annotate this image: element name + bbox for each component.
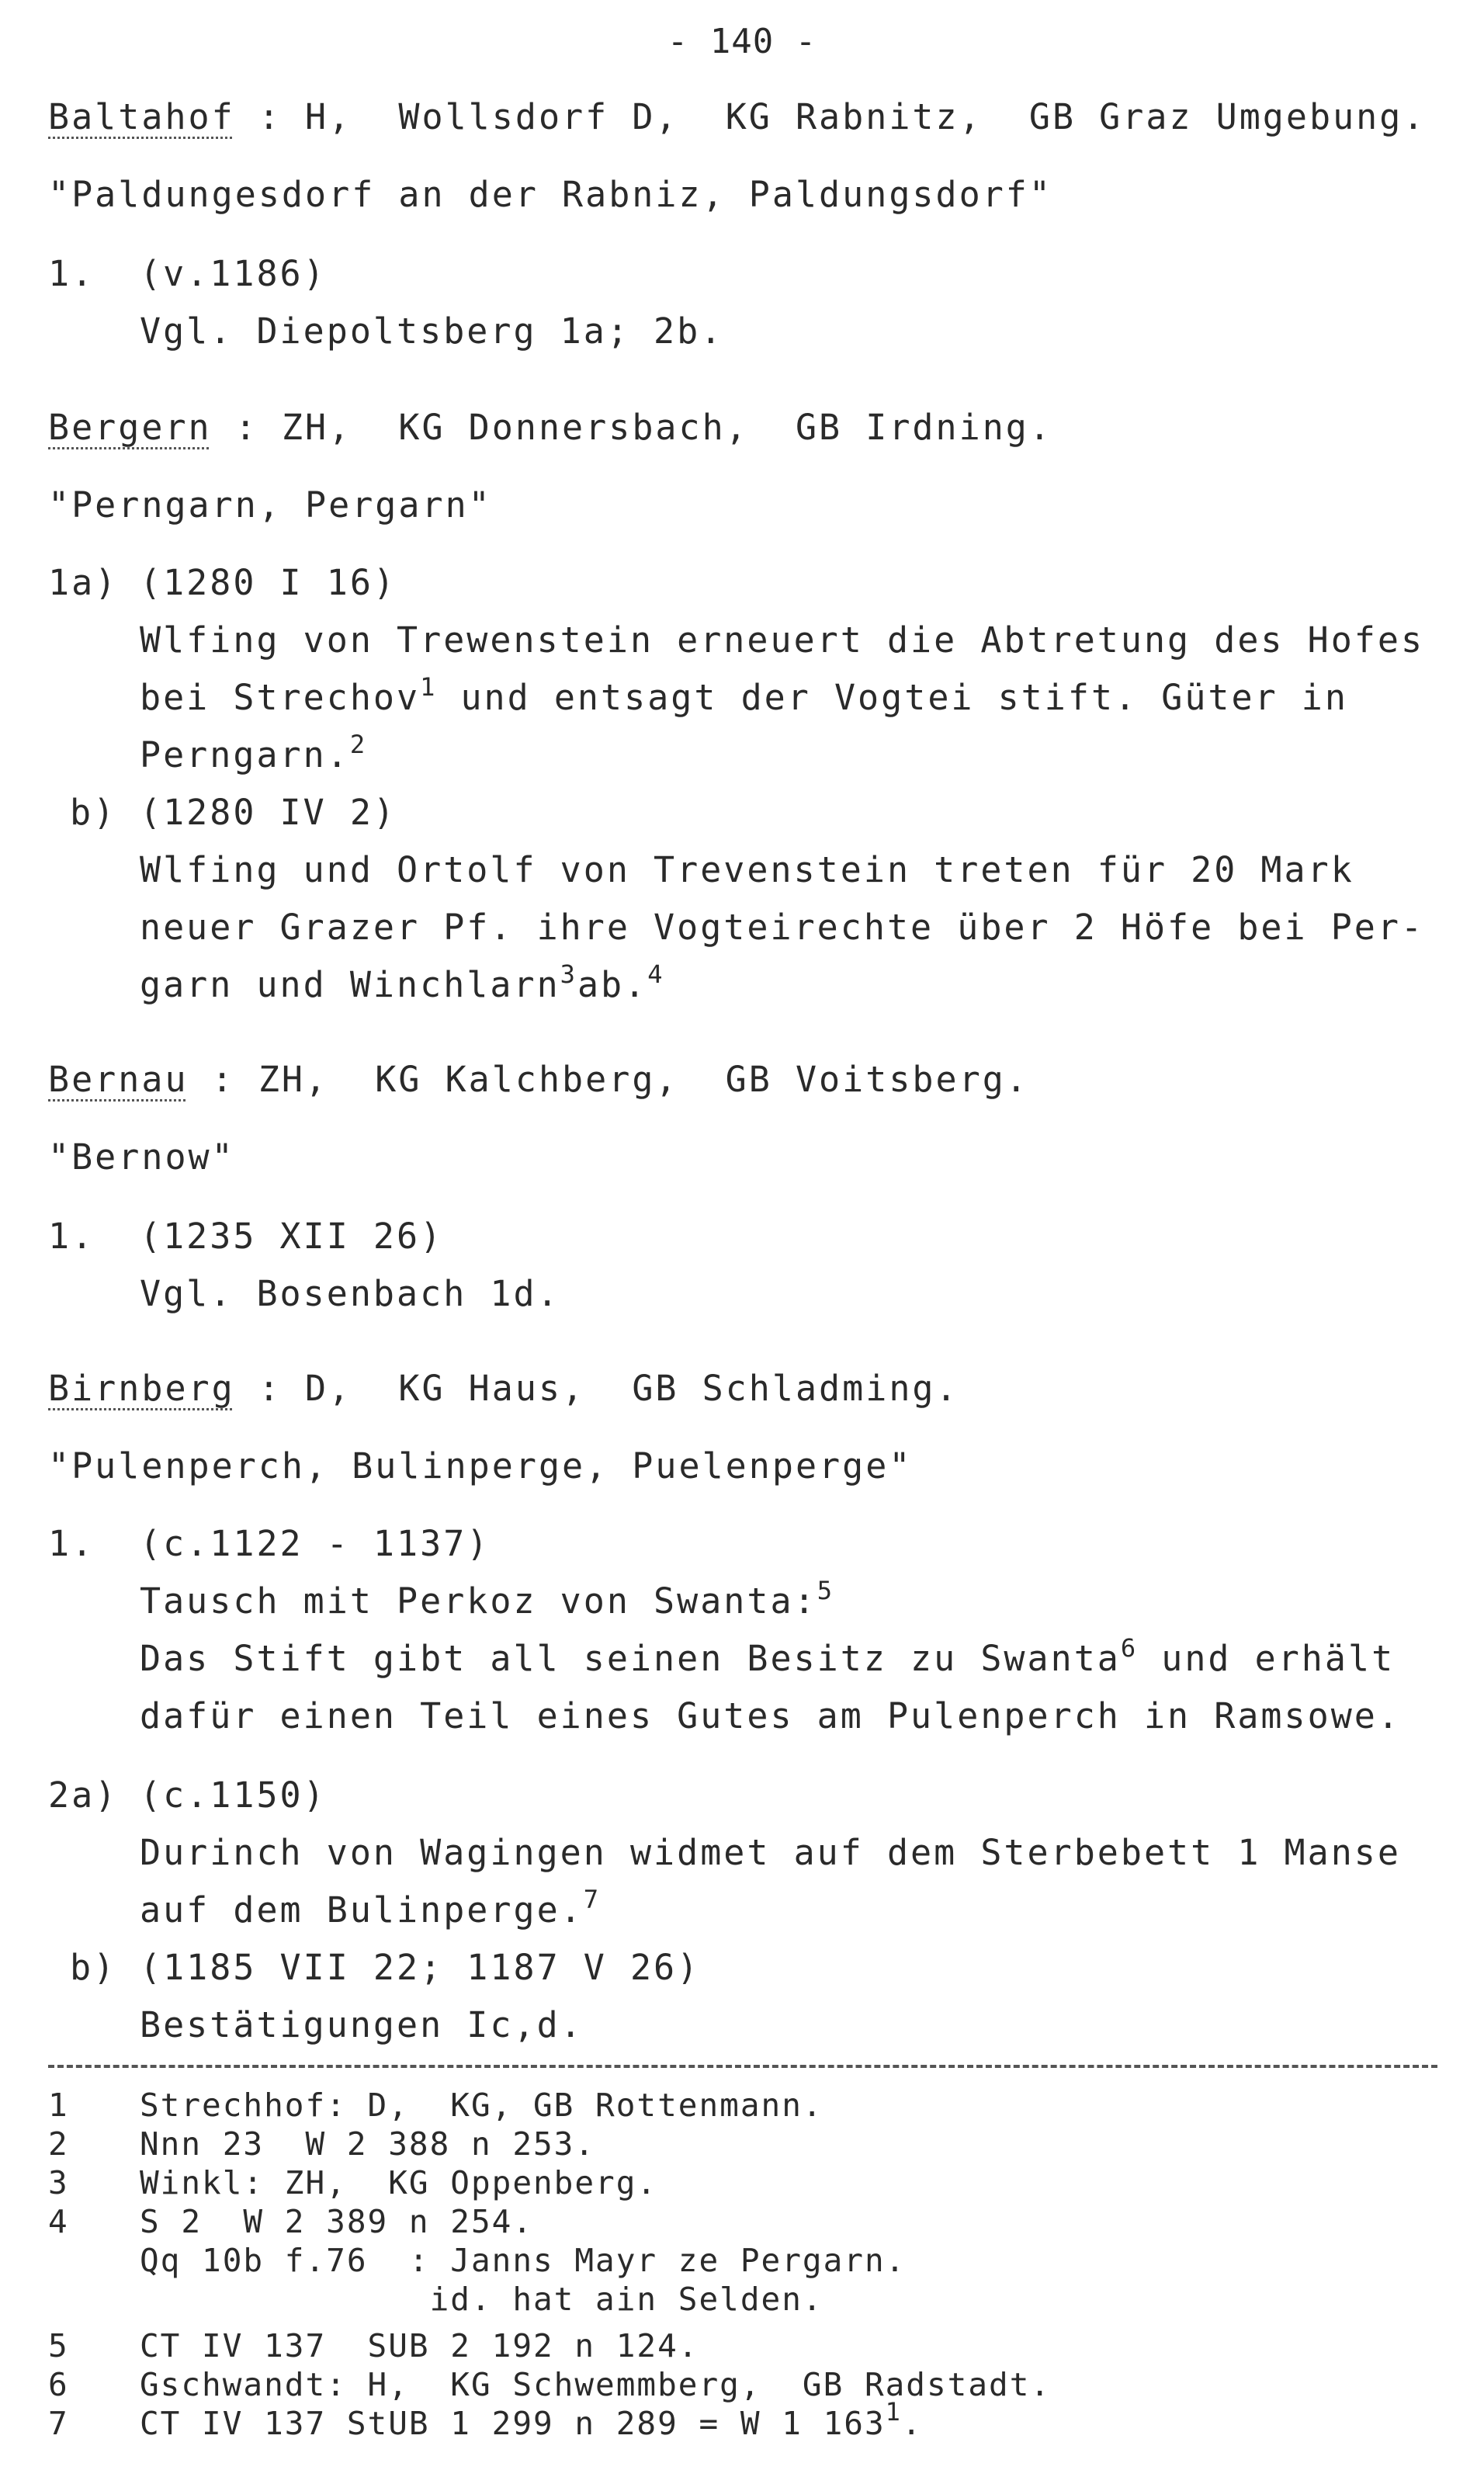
item-text: Tausch mit Perkoz von Swanta:$^5$	[140, 1576, 834, 1622]
footnote-ref: 6	[1120, 1633, 1139, 1663]
item-text: Wlfing von Trewenstein erneuert die Abtretung des Hofes	[140, 619, 1425, 661]
entry-heading	[48, 1368, 959, 1409]
footnote-text: Winkl: ZH, KG Oppenberg.	[140, 2164, 658, 2201]
footnote-number: 6	[48, 2366, 68, 2403]
item-text: Perngarn.$^2$	[140, 730, 368, 775]
item-text: Bestätigungen Ic,d.	[140, 2004, 584, 2045]
entry-heading	[48, 96, 1427, 137]
item-date: (1280 IV 2)	[140, 792, 397, 833]
footnote-text: Nnn 23 W 2 388 n 253.	[140, 2125, 596, 2163]
footnote-number: 4	[48, 2203, 68, 2240]
entry-info: : ZH, KG Donnersbach, GB Irdning.	[211, 407, 1052, 448]
item-date: (1280 I 16)	[140, 562, 397, 603]
historic-names: "Paldungesdorf an der Rabniz, Paldungsdorf"	[48, 174, 1052, 215]
entry-info: : D, KG Haus, GB Schladming.	[234, 1368, 959, 1409]
footnote-text: CT IV 137 StUB 1 299 n 289 = W 1 $163^1$.	[140, 2397, 923, 2442]
item-date: (c.1122 - 1137)	[140, 1523, 491, 1564]
item-text: Vgl. Bosenbach 1d.	[140, 1273, 560, 1314]
item-text: Vgl. Diepoltsberg 1a; 2b.	[140, 310, 724, 352]
footnote-ref: 5	[817, 1576, 834, 1605]
item-label: 1.	[48, 1523, 95, 1564]
headword: Birnberg	[48, 1368, 235, 1409]
item-date: (1185 VII 22; 1187 V 26)	[140, 1947, 701, 1988]
item-date: (c.1150)	[140, 1775, 327, 1816]
item-text: garn und Winchlarn$^3$ab.$^4$	[140, 959, 665, 1005]
item-date: (1235 XII 26)	[140, 1216, 444, 1257]
item-label: 2a)	[48, 1775, 119, 1816]
item-label: b)	[70, 1947, 117, 1988]
item-text: Wlfing und Ortolf von Trevenstein treten für 20 Mark	[140, 849, 1354, 890]
footnote-ref: 2	[349, 730, 368, 759]
footnote-text: Qq 10b f.76 : Janns Mayr ze Pergarn.	[140, 2242, 907, 2279]
item-text: Durinch von Wagingen widmet auf dem Sterbebett 1 Manse	[140, 1832, 1401, 1873]
item-label: 1.	[48, 253, 95, 294]
footnote-number: 1	[48, 2087, 68, 2124]
footnote-text: Gschwandt: H, KG Schwemmberg, GB Radstadt.	[140, 2366, 1052, 2403]
item-text: Das Stift gibt all seinen Besitz zu Swanta$^6$ und erhält	[140, 1633, 1396, 1679]
item-text: dafür einen Teil eines Gutes am Pulenperch in Ramsowe.	[140, 1695, 1401, 1736]
item-text: auf dem Bulinperge.$^7$	[140, 1885, 602, 1931]
footnote-separator	[48, 2065, 1437, 2068]
footnote-ref: 1	[885, 2397, 902, 2427]
entry-heading	[48, 1059, 1029, 1100]
historic-names: "Pulenperch, Bulinperge, Puelenperge"	[48, 1445, 913, 1487]
footnote-number: 5	[48, 2327, 68, 2364]
footnote-text: Strechhof: D, KG, GB Rottenmann.	[140, 2087, 823, 2124]
entry-heading	[48, 407, 1052, 448]
footnote-text: id. hat ain Selden.	[140, 2281, 823, 2318]
page-number: - 140 -	[667, 22, 817, 61]
item-text: bei Strechov$^1$ und entsagt der Vogtei stift. Güter in	[140, 672, 1348, 718]
entry-info: : H, Wollsdorf D, KG Rabnitz, GB Graz Umgebung.	[234, 96, 1427, 137]
entry-info: : ZH, KG Kalchberg, GB Voitsberg.	[188, 1059, 1029, 1100]
headword: Bergern	[48, 407, 212, 448]
footnote-number: 2	[48, 2125, 68, 2163]
historic-names: "Bernow"	[48, 1136, 235, 1178]
item-label: 1a)	[48, 562, 119, 603]
footnote-ref: 1	[420, 672, 438, 702]
item-label: 1.	[48, 1216, 95, 1257]
headword: Baltahof	[48, 96, 235, 137]
footnote-number: 3	[48, 2164, 68, 2201]
headword: Bernau	[48, 1059, 189, 1100]
footnote-ref: 3	[560, 959, 577, 989]
footnote-text: CT IV 137 SUB 2 192 n 124.	[140, 2327, 699, 2364]
item-text: neuer Grazer Pf. ihre Vogteirechte über 2 Höfe bei Per-	[140, 907, 1425, 948]
historic-names: "Perngarn, Pergarn"	[48, 484, 492, 526]
footnote-number: 7	[48, 2405, 68, 2442]
item-date: (v.1186)	[140, 253, 327, 294]
item-label: b)	[70, 792, 117, 833]
footnote-ref: 4	[647, 959, 665, 989]
footnote-ref: 7	[583, 1885, 602, 1914]
footnote-text: S 2 W 2 389 n 254.	[140, 2203, 533, 2240]
